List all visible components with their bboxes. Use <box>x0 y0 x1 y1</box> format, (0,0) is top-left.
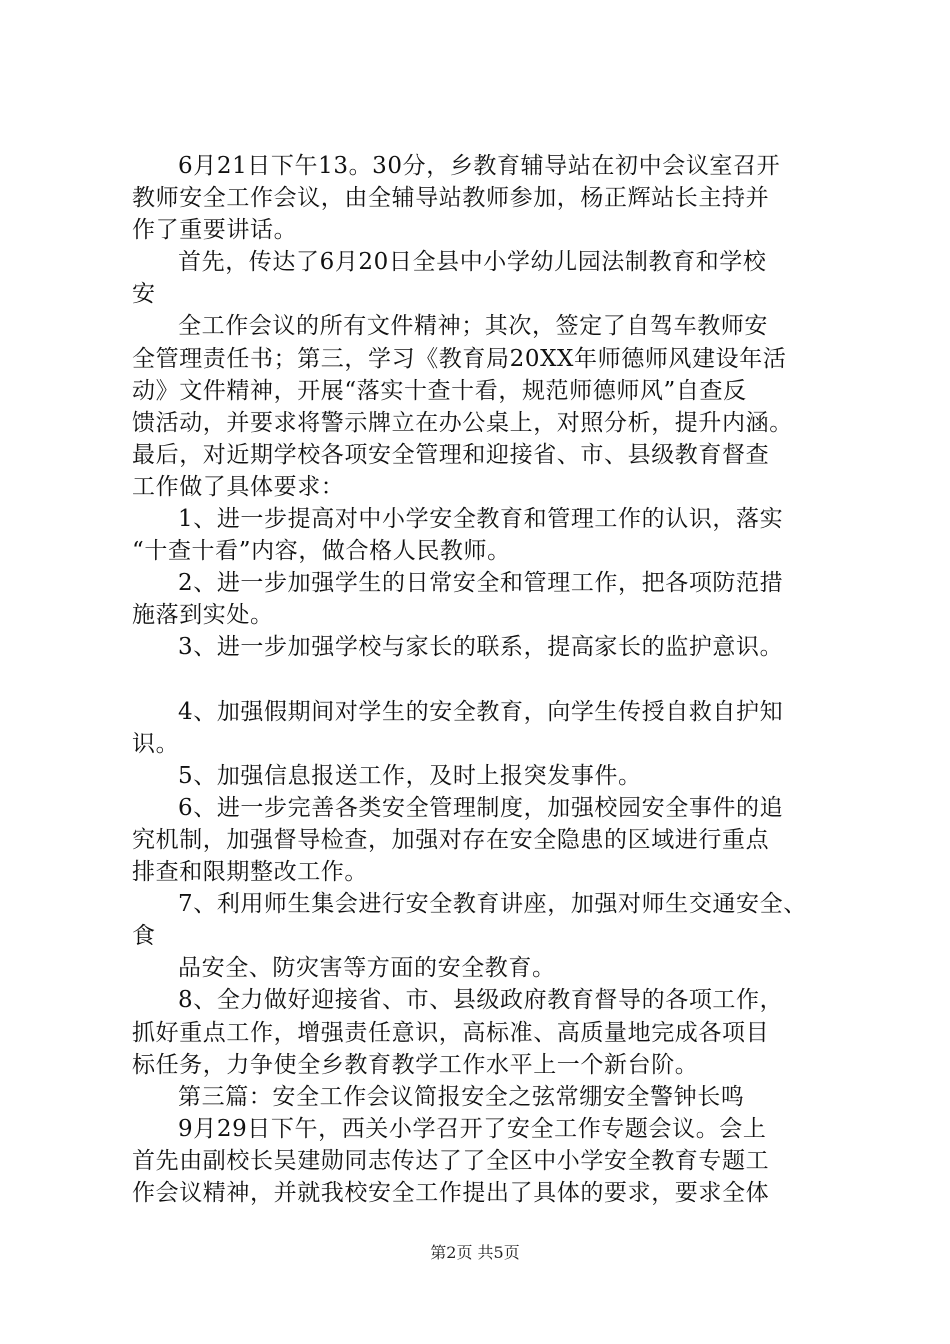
page-number-footer: 第2页 共5页 <box>430 1243 520 1262</box>
text-line: 作了重要讲话。 <box>132 217 298 244</box>
text-line: 施落到实处。 <box>132 602 274 629</box>
text-line: 馈活动，并要求将警示牌立在办公桌上，对照分析，提升内涵。 <box>132 409 793 436</box>
text-line: 8、全力做好迎接省、市、县级政府教育督导的各项工作， <box>178 987 784 1014</box>
text-line: 食 <box>132 923 156 950</box>
text-line: 5、加强信息报送工作，及时上报突发事件。 <box>178 762 642 789</box>
text-line: 教师安全工作会议，由全辅导站教师参加，杨正辉站长主持并 <box>132 185 770 212</box>
text-line: 6月21日下午13。30分，乡教育辅导站在初中会议室召开 <box>178 153 781 179</box>
text-line: 品安全、防灾害等方面的安全教育。 <box>178 955 556 982</box>
text-line: 首先，传达了6月20日全县中小学幼儿园法制教育和学校 <box>178 249 767 276</box>
text-line: 1、进一步提高对中小学安全教育和管理工作的认识，落实 <box>178 506 784 533</box>
text-line: 作会议精神，并就我校安全工作提出了具体的要求，要求全体 <box>132 1180 770 1206</box>
text-line: 全管理责任书；第三，学习《教育局20XX年师德师风建设年活 <box>132 345 787 372</box>
text-line: 动》文件精神，开展“落实十查十看，规范师德师风”自查反 <box>132 377 747 404</box>
text-line: 标任务，力争使全乡教育教学工作水平上一个新台阶。 <box>132 1051 699 1078</box>
text-line: 识。 <box>132 730 180 757</box>
text-line: 4、加强假期间对学生的安全教育，向学生传授自救自护知 <box>178 698 784 725</box>
section-heading: 第三篇：安全工作会议简报安全之弦常绷安全警钟长鸣 <box>178 1083 745 1110</box>
text-line: 抓好重点工作，增强责任意识，高标准、高质量地完成各项目 <box>132 1019 770 1046</box>
text-line: 工作做了具体要求： <box>132 473 345 500</box>
text-line: 6、进一步完善各类安全管理制度，加强校园安全事件的追 <box>178 794 784 821</box>
text-line: 全工作会议的所有文件精神；其次，签定了自驾车教师安 <box>178 313 768 340</box>
text-line: 3、进一步加强学校与家长的联系，提高家长的监护意识。 <box>178 634 784 661</box>
text-line: 排查和限期整改工作。 <box>132 859 368 886</box>
document-body <box>132 150 837 1209</box>
text-line: “十查十看”内容，做合格人民教师。 <box>132 538 511 565</box>
text-line: 最后，对近期学校各项安全管理和迎接省、市、县级教育督查 <box>132 441 770 468</box>
text-line: 究机制，加强督导检查，加强对存在安全隐患的区域进行重点 <box>132 826 770 853</box>
text-line: 2、进一步加强学生的日常安全和管理工作，把各项防范措 <box>178 570 784 597</box>
blank-line <box>132 664 837 696</box>
text-line: 9月29日下午，西关小学召开了安全工作专题会议。会上 <box>178 1115 767 1142</box>
text-line: 安 <box>132 281 156 308</box>
text-line: 首先由副校长吴建勋同志传达了了全区中小学安全教育专题工 <box>132 1147 770 1174</box>
text-line: 7、利用师生集会进行安全教育讲座，加强对师生交通安全、 <box>178 891 807 918</box>
